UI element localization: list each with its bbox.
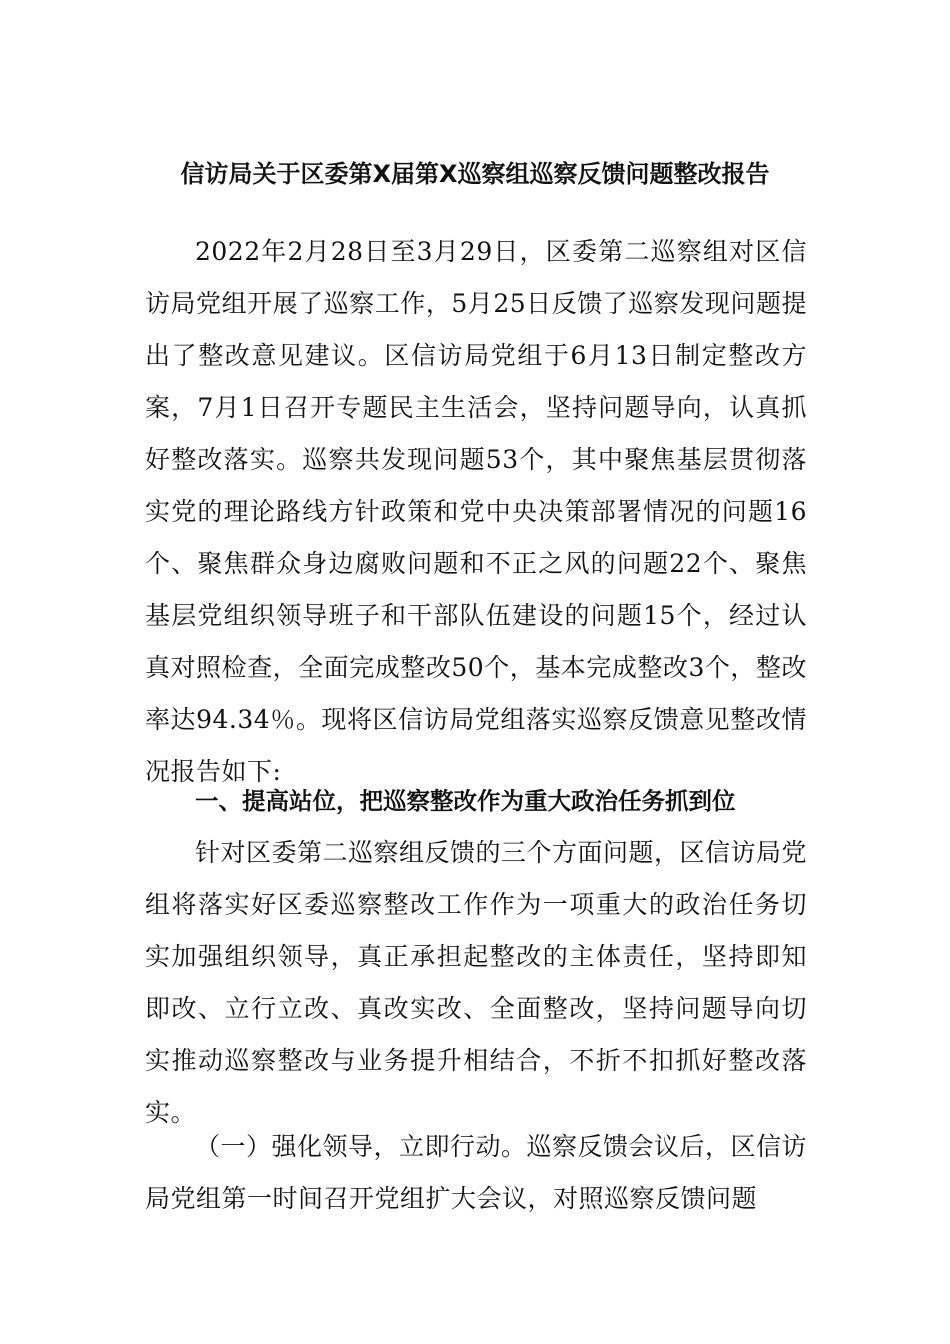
document-title: 信访局关于区委第X届第X巡察组巡察反馈问题整改报告 bbox=[180, 160, 770, 188]
section-1-paragraph: 针对区委第二巡察组反馈的三个方面问题，区信访局党组将落实好区委巡察整改工作作为一项重大的政治任务切实加强组织领导，真正承担起整改的主体责任，坚持即知即改、立行立改、真改实改、全面整改，坚持问题导向切实推动巡察整改与业务提升相结合，不折不扣抓好整改落实。 bbox=[145, 838, 808, 1127]
subsection-1-paragraph: （一）强化领导，立即行动。巡察反馈会议后，区信访局党组第一时间召开党组扩大会议，对照巡察反馈问题 bbox=[145, 1132, 808, 1213]
intro-paragraph: 2022年2月28日至3月29日，区委第二巡察组对区信访局党组开展了巡察工作，5月25日反馈了巡察发现问题提出了整改意见建议。区信访局党组于6月13日制定整改方案，7月1日召开专题民主生活会，坚持问题导向，认真抓好整改落实。巡察共发现问题53个，其中聚焦基层贯彻落实党的理论路线方针政策和党中央决策部署情况的问题16个、聚焦群众身边腐败问题和不正之风的问题22个、聚焦基层党组织领导班子和干部队伍建设的问题15个，经过认真对照检查，全面完成整改50个，基本完成整改3个，整改率达94.34％。现将区信访局党组落实巡察反馈意见整改情况报告如下: bbox=[145, 237, 807, 786]
section-heading-1: 一、提高站位，把巡察整改作为重大政治任务抓到位 bbox=[195, 787, 736, 815]
